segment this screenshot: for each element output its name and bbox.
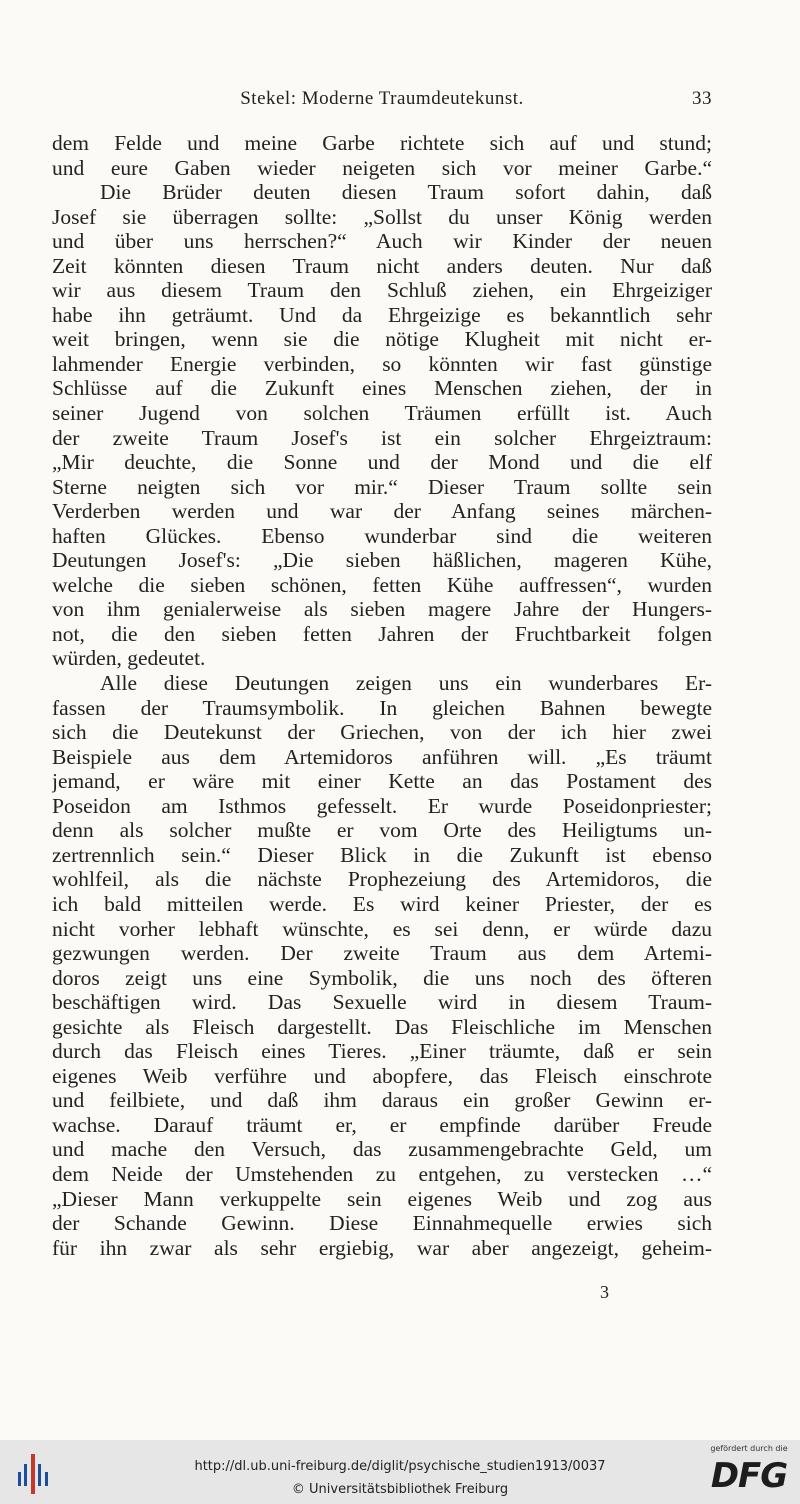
text-line: lahmender Energie verbinden, so könnten wir fast günstige: [52, 351, 712, 376]
text-line: fassen der Traumsymbolik. In gleichen Bahnen bewegte: [52, 695, 712, 720]
text-line: doros zeigt uns eine Symbolik, die uns noch des öfteren: [52, 965, 712, 990]
permalink-url[interactable]: http://dl.ub.uni-freiburg.de/diglit/psychische_studien1913/0037: [194, 1459, 606, 1474]
text-line: Sterne neigten sich vor mir.“ Dieser Traum sollte sein: [52, 474, 712, 499]
text-line: Alle diese Deutungen zeigen uns ein wunderbares Er-: [100, 671, 712, 696]
sponsor-caption: gefördert durch die: [710, 1444, 788, 1453]
signature-mark: 3: [600, 1282, 609, 1302]
text-line: und über uns herrschen?“ Auch wir Kinder der neuen: [52, 229, 712, 254]
text-line: Beispiele aus dem Artemidoros anführen will. „Es träumt: [52, 744, 712, 769]
footer-bar: [0, 1440, 800, 1504]
text-line: gezwungen werden. Der zweite Traum aus dem Artemi-: [52, 941, 712, 966]
body-text: [52, 131, 712, 1260]
text-line: der Schande Gewinn. Diese Einnahmequelle erwies sich: [52, 1211, 712, 1236]
dfg-logo-text: DFG: [710, 1456, 788, 1496]
text-line: dem Neide der Umstehenden zu entgehen, zu verstecken …“: [52, 1161, 712, 1186]
running-title: Stekel: Moderne Traumdeutekunst.: [240, 88, 524, 109]
text-line: weit bringen, wenn sie die nötige Klugheit mit nicht er-: [52, 327, 712, 352]
text-line: Josef sie überragen sollte: „Sollst du unser König werden: [52, 204, 712, 229]
text-line: und feilbiete, und daß ihm daraus ein großer Gewinn er-: [52, 1088, 712, 1113]
dfg-logo: [708, 1444, 790, 1502]
text-line: wachse. Darauf träumt er, er empfinde darüber Freude: [52, 1112, 712, 1137]
text-line: durch das Fleisch eines Tieres. „Einer träumte, daß er sein: [52, 1039, 712, 1064]
text-line: Die Brüder deuten diesen Traum sofort dahin, daß: [100, 180, 712, 205]
text-line: „Dieser Mann verkuppelte sein eigenes Weib und zog aus: [52, 1186, 712, 1211]
text-line: beschäftigen wird. Das Sexuelle wird in diesem Traum-: [52, 990, 712, 1015]
text-line: denn als solcher mußte er vom Orte des Heiligtums un-: [52, 818, 712, 843]
text-line: haften Glückes. Ebenso wunderbar sind die weiteren: [52, 523, 712, 548]
text-line: zertrennlich sein.“ Dieser Blick in die Zukunft ist ebenso: [52, 842, 712, 867]
text-line: für ihn zwar als sehr ergiebig, war aber angezeigt, geheim-: [52, 1235, 712, 1260]
text-line: wohlfeil, als die nächste Prophezeiung des Artemidoros, die: [52, 867, 712, 892]
text-line: welche die sieben schönen, fetten Kühe auffressen“, wurden: [52, 572, 712, 597]
text-line: not, die den sieben fetten Jahren der Fruchtbarkeit folgen: [52, 621, 712, 646]
text-line: ich bald mitteilen werde. Es wird keiner Priester, der es: [52, 891, 712, 916]
text-line: sich die Deutekunst der Griechen, von der ich hier zwei: [52, 720, 712, 745]
text-line: wir aus diesem Traum den Schluß ziehen, ein Ehrgeiziger: [52, 278, 712, 303]
text-line: Verderben werden und war der Anfang seines märchen-: [52, 499, 712, 524]
text-line: Zeit könnten diesen Traum nicht anders deuten. Nur daß: [52, 253, 712, 278]
text-line: seiner Jugend von solchen Träumen erfüllt ist. Auch: [52, 401, 712, 426]
text-line: von ihm genialerweise als sieben magere Jahre der Hungers-: [52, 597, 712, 622]
text-line: habe ihn geträumt. Und da Ehrgeizige es bekanntlich sehr: [52, 302, 712, 327]
text-line: nicht vorher lebhaft wünschte, es sei denn, er würde dazu: [52, 916, 712, 941]
text-line: jemand, er wäre mit einer Kette an das Postament des: [52, 769, 712, 794]
text-line: Poseidon am Isthmos gefesselt. Er wurde Poseidonpriester;: [52, 793, 712, 818]
text-line: Deutungen Josef's: „Die sieben häßlichen, mageren Kühe,: [52, 548, 712, 573]
text-line: und mache den Versuch, das zusammengebrachte Geld, um: [52, 1137, 712, 1162]
text-line: der zweite Traum Josef's ist ein solcher Ehrgeiztraum:: [52, 425, 712, 450]
text-line: dem Felde und meine Garbe richtete sich auf und stund;: [52, 131, 712, 155]
text-line: und eure Gaben wieder neigeten sich vor meiner Garbe.“: [52, 155, 712, 180]
page-number: 33: [692, 88, 712, 109]
running-head: [52, 88, 712, 116]
text-line: gesichte als Fleisch dargestellt. Das Fleischliche im Menschen: [52, 1014, 712, 1039]
text-line: würden, gedeutet.: [52, 646, 206, 671]
text-line: eigenes Weib verführe und abopfere, das Fleisch einschrote: [52, 1063, 712, 1088]
text-line: Schlüsse auf die Zukunft eines Menschen ziehen, der in: [52, 376, 712, 401]
text-line: „Mir deuchte, die Sonne und der Mond und die elf: [52, 450, 712, 475]
copyright-notice: © Universitätsbibliothek Freiburg: [291, 1482, 509, 1497]
